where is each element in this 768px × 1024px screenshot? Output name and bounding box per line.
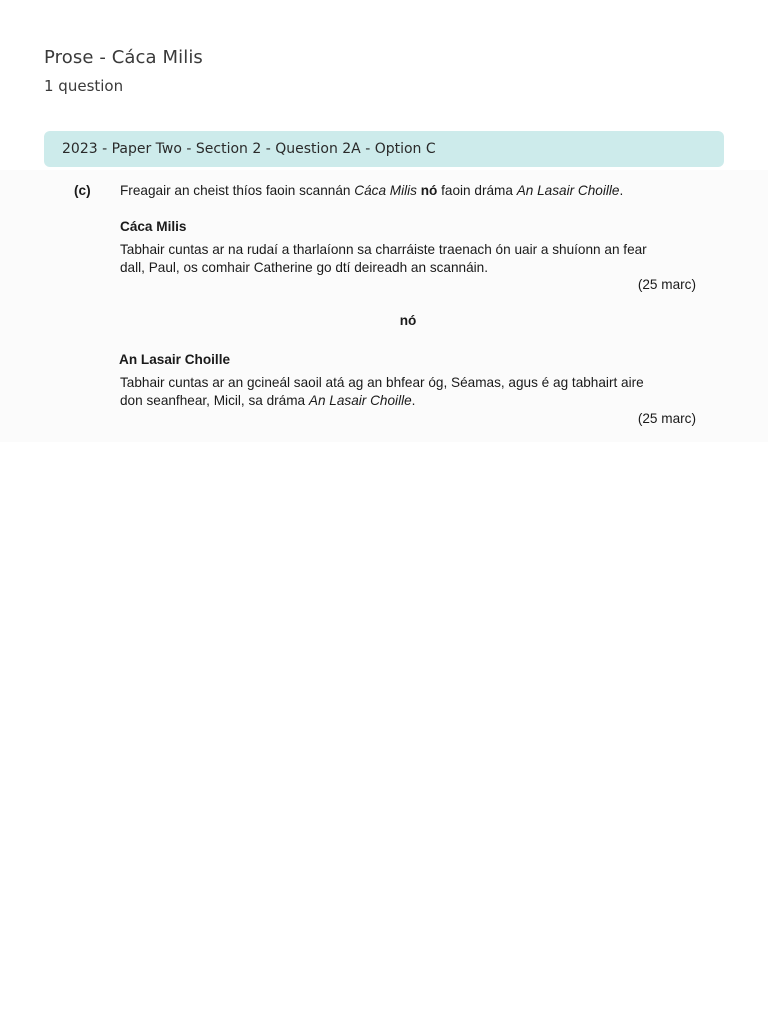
instruction-text-start: Freagair an cheist thíos faoin scannán	[120, 183, 355, 198]
option-two-line-2-start: don seanfhear, Micil, sa dráma	[120, 393, 309, 408]
option-one-heading: Cáca Milis	[120, 219, 187, 234]
instruction-text-end: .	[619, 183, 624, 198]
instruction-text-middle: faoin dráma	[437, 183, 517, 198]
exam-question-excerpt	[0, 170, 768, 442]
instruction-film-title: Cáca Milis	[354, 183, 417, 198]
instruction-or-word: nó	[420, 183, 438, 198]
or-divider: nó	[399, 313, 417, 328]
question-part-label: (c)	[74, 183, 91, 198]
option-one-marks: (25 marc)	[637, 277, 696, 292]
option-two-line-2-end: .	[411, 393, 416, 408]
option-two-play-title: An Lasair Choille	[308, 393, 412, 408]
question-count: 1 question	[44, 77, 124, 95]
option-two-heading: An Lasair Choille	[119, 352, 231, 367]
option-two-text-line-1: Tabhair cuntas ar an gcineál saoil atá ag an bhfear óg, Séamas, agus é ag tabhairt aire	[120, 375, 644, 390]
question-banner-label: 2023 - Paper Two - Section 2 - Question 2A - Option C	[62, 141, 436, 157]
option-one-text-line-2: dall, Paul, os comhair Catherine go dtí deireadh an scannáin.	[120, 260, 489, 275]
option-two-text-line-2	[120, 393, 415, 408]
page-title: Prose - Cáca Milis	[44, 47, 203, 68]
question-banner[interactable]	[44, 131, 724, 167]
option-two-marks: (25 marc)	[637, 411, 696, 426]
instruction-play-title: An Lasair Choille	[516, 183, 620, 198]
question-instruction	[120, 183, 623, 198]
option-one-text-line-1: Tabhair cuntas ar na rudaí a tharlaíonn sa charráiste traenach ón uair a shuíonn an fear	[120, 242, 647, 257]
